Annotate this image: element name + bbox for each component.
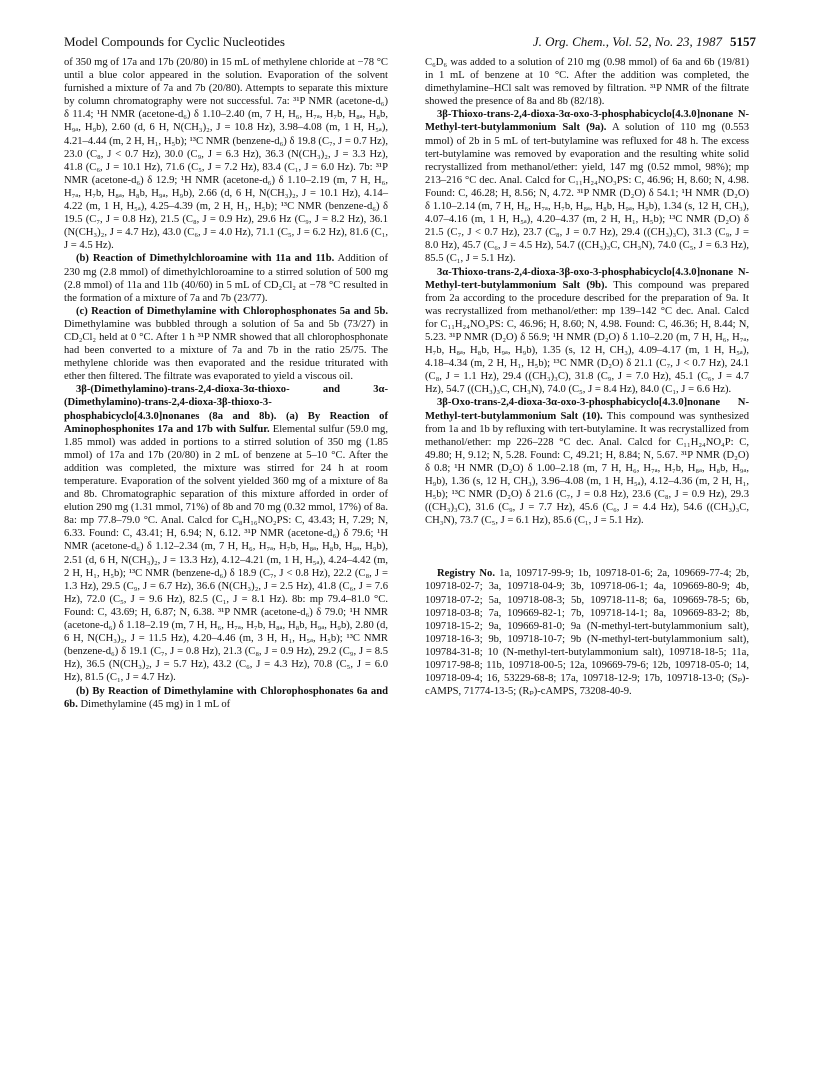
section-body: Addition of 230 mg (2.8 mmol) of dimethylchloroamine to a stirred solution of 500 mg (2.8 mmol) of 11a and 11b (40/60) in 5 mL of CD₂Cl₂ at −78 °C resulted in the formation of a mixture of 7a and 7b (23/77). <box>64 253 388 304</box>
running-head-journal <box>533 34 756 50</box>
paragraph-8a-8b-sulfur <box>64 383 388 684</box>
right-column <box>425 56 749 698</box>
registry-body: 1a, 109717-99-9; 1b, 109718-01-6; 2a, 109669-77-4; 2b, 109718-02-7; 3a, 109718-04-9; 3b, 109718-06-1; 4a, 109669-80-9; 4b, 109718-07-2; 5a, 109718-08-3; 5b, 109718-11-8; 6a, 109669-78-5; 6b, 109718-03-8; 7a, 109669-82-1; 7b, 109718-14-1; 8a, 109669-83-2; 8b, 109718-15-2; 9a, 109669-81-0; 9a (N-methyl-tert-butylammonium salt), 109718-16-3; 9b, 109718-10-7; 9b (N-methyl-tert-butylammonium salt), 109784-31-8; 10 (N-methyl-tert-butylammonium salt), 109718-18-5; 11a, 109717-98-8; 11b, 109718-00-5; 12a, 109669-79-6; 12b, 109718-05-0; 14, 109718-09-4; 16, 53229-68-8; 17a, 109718-12-9; 17b, 109718-13-0; (Sₚ)-cAMPS, 71774-13-5; (Rₚ)-cAMPS, 73208-40-9. <box>425 568 749 698</box>
section-heading: 3β-Oxo-trans-2,4-dioxa-3α-oxo-3-phosphabicyclo[4.3.0]nonane N-Methyl-tert-butylammonium Salt (10). <box>425 397 749 422</box>
section-body: Dimethylamine (45 mg) in 1 mL of <box>77 698 231 710</box>
page-number: 5157 <box>730 34 756 49</box>
paragraph-compound-9b <box>425 266 749 397</box>
paragraph-compound-9a <box>425 108 749 265</box>
paragraph-compound-10 <box>425 396 749 527</box>
registry-label: Registry No. <box>437 568 496 580</box>
section-heading: 3β-Thioxo-trans-2,4-dioxa-3α-oxo-3-phosphabicyclo[4.3.0]nonane N-Methyl-tert-butylammonium Salt (9a). <box>425 109 749 134</box>
section-heading: (b) By Reaction of Dimethylamine with Chlorophosphonates 6a and 6b. <box>64 685 388 710</box>
section-body: Dimethylamine was bubbled through a solution of 5a and 5b (73/27) in CD₂Cl₂ held at 0 °C. After 1 h ³¹P NMR showed that all chlorophosphonate had been converted to a mixture of 7a and 7b in the ratio 25/75. The methylene chloride was then evaporated and the residue triturated with ether then filtered. The filtrate was evaporated to yield a viscous oil. <box>64 318 388 383</box>
section-heading: (c) Reaction of Dimethylamine with Chlorophosphonates 5a and 5b. <box>76 305 388 317</box>
paragraph-dimethylamine-chlorophosphonates <box>64 305 388 384</box>
registry-numbers <box>425 567 749 698</box>
section-heading: 3β-(Dimethylamino)-trans-2,4-dioxa-3α-thioxo- and 3α-(Dimethylamino)-trans-2,4-dioxa-3β-thioxo-3-phosphabicyclo[4.3.0]nonanes (8a and 8b). (a) By Reaction of Aminophosphonites 17a and 17b with Sulfur. <box>64 384 388 435</box>
section-body: Elemental sulfur (59.0 mg, 1.85 mmol) was added in portions to a stirred solution of 350 mg (1.85 mmol) of 17a and 17b (20/80) in 2 mL of benzene at 5–10 °C. After the addition was completed, the mixture was stirred for 24 h at room temperature. Evaporation of the solvent yielded 360 mg of a mixture of 8a and 8b. Chromatographic separation of this mixture afforded in order of elution 290 mg (1.31 mmol, 71%) of 8b and 70 mg (0.32 mmol, 17%) of 8a. 8a: mp 77.8–79.0 °C. Anal. Calcd for C₈H₁₆NO₂PS: C, 43.43; H, 7.29; N, 6.33. Found: C, 43.41; H, 6.94; N, 6.12. ³¹P NMR (acetone-d₆) δ 79.6; ¹H NMR (acetone-d₆) δ 1.12–2.34 (m, 7 H, H₆, H₇ₐ, H₇b, H₈ₐ, H₈b, H₉ₐ, H₉b), 2.51 (d, 6 H, N(CH₃)₂, J = 13.3 Hz), 4.12–4.21 (m, 1 H, H₅ₐ), 4.24–4.42 (m, 2 H, H₁, H₅b); ¹³C NMR (benzene-d₆) δ 18.9 (C₇, J < 0.8 Hz), 22.2 (C₈, J = 1.3 Hz), 29.5 (C₉, J = 6.7 Hz), 36.6 (N(CH₃)₂, J = 2.5 Hz), 41.8 (C₆, J = 7.6 Hz), 72.0 (C₅, J = 9.6 Hz), 82.5 (C₁, J = 8.1 Hz). 8b: mp 79.4–81.0 °C. Found: C, 43.69; H, 6.87; N, 6.38. ³¹P NMR (acetone-d₆) δ 79.0; ¹H NMR (acetone-d₆) δ 1.18–2.19 (m, 7 H, H₆, H₇ₐ, H₇b, H₈ₐ, H₈b, H₉ₐ, H₉b), 2.80 (d, 6 H, N(CH₃)₂, J = 11.5 Hz), 4.20–4.46 (m, 3 H, H₁, H₅ₐ, H₅b); ¹³C NMR (benzene-d₆) δ 19.1 (C₇, J = 0.8 Hz), 21.3 (C₈, J = 0.9 Hz), 29.2 (C₉, J = 8.5 Hz), 36.5 (N(CH₃)₂, J = 5.7 Hz), 43.2 (C₆, J = 4.3 Hz), 70.8 (C₅, J = 6.0 Hz), 81.5 (C₁, J = 4.7 Hz). <box>64 423 388 684</box>
paragraph-continuation: C₆D₆ was added to a solution of 210 mg (0.98 mmol) of 6a and 6b (19/81) in 1 mL of benzene at 10 °C. After the addition was completed, the dimethylamine–HCl salt was removed by filtration. ³¹P NMR of the filtrate showed the presence of 8a and 8b (82/18). <box>425 57 749 108</box>
running-head <box>64 34 756 50</box>
section-body: A solution of 110 mg (0.553 mmol) of 2b in 5 mL of tert-butylamine was refluxed for 48 h. The excess tert-butylamine was removed by evaporation and the resulting white solid recrystallized from methanol/ether: yield, 147 mg (0.52 mmol, 98%); mp 213–216 °C dec. Anal. Calcd for C₁₁H₂₄NO₃PS: C, 46.96; H, 8.60; N, 4.98. Found: C, 46.28; H, 8.56; N, 4.72. ³¹P NMR (D₂O) δ 54.1; ¹H NMR (D₂O) δ 1.10–2.14 (m, 7 H, H₆, H₇ₐ, H₇b, H₈ₐ, H₈b, H₉ₐ, H₉b), 1.34 (s, 12 H, CH₃), 4.07–4.16 (m, 1 H, H₅ₐ), 4.20–4.37 (m, 2 H, H₁, H₅b); ¹³C NMR (D₂O) δ 21.5 (C₇, J < 0.7 Hz), 23.7 (C₈, J = 0.7 Hz), 29.4 ((CH₃)₃C), 31.3 (C₉, J = 8.0 Hz), 45.7 (C₆, J = 4.5 Hz), 54.7 ((CH₃)₃C, CH₃N), 74.0 (C₅, J = 6.3 Hz), 85.5 (C₁, J = 5.1 Hz). <box>425 122 749 265</box>
paragraph-7a-7b-data: of 350 mg of 17a and 17b (20/80) in 15 mL of methylene chloride at −78 °C until a blue color appeared in the solution. Evaporation of the solvent furnished a mixture of 7a and 7b (20/80). Attempts to separate this mixture by column chromatography were not successful. 7a: ³¹P NMR (acetone-d₆) δ 11.4; ¹H NMR (acetone-d₆) δ 1.10–2.40 (m, 7 H, H₆, H₇ₐ, H₇b, H₈ₐ, H₈b, H₉ₐ, H₉b), 2.60 (d, 6 H, N(CH₃)₂, J = 10.8 Hz), 3.98–4.08 (m, 1 H, H₅ₐ), 4.21–4.44 (m, 2 H, H₁, H₅b); ¹³C NMR (benzene-d₆) δ 19.8 (C₇, J = 0.7 Hz), 23.0 (C₈, J < 0.7 Hz), 30.0 (C₉, J = 6.3 Hz), 36.3 (N(CH₃)₂, J = 3.3 Hz), 41.8 (C₆, J = 10.1 Hz), 71.6 (C₅, J = 7.2 Hz), 83.4 (C₁, J = 6.0 Hz). 7b: ³¹P NMR (acetone-d₆) δ 12.9; ¹H NMR (acetone-d₆) δ 1.10–2.19 (m, 7 H, H₆, H₇ₐ, H₇b, H₈ₐ, H₈b, H₉ₐ, H₉b), 2.66 (d, 6 H, N(CH₃)₂, J = 10.1 Hz), 4.14–4.22 (m, 1 H, H₅ₐ), 4.25–4.39 (m, 2 H, H₁, H₅b); ¹³C NMR (benzene-d₆) δ 19.5 (C₇, J = 0.8 Hz), 21.5 (C₈, J = 0.9 Hz), 29.6 Hz (C₉, J = 8.2 Hz), 36.1 (N(CH₃)₂, J = 4.7 Hz), 43.0 (C₆, J = 4.0 Hz), 71.1 (C₅, J = 6.2 Hz), 81.6 (C₁, J = 4.5 Hz). <box>64 57 388 252</box>
section-body: This compound was synthesized from 1a and 1b by refluxing with tert-butylamine. It was recrystallized from methanol/ether: mp 226–228 °C dec. Anal. Calcd for C₁₁H₂₄NO₄P: C, 49.80; H, 9.12; N, 5.28. Found: C, 49.21; H, 8.84; N, 5.67. ³¹P NMR (D₂O) δ 0.8; ¹H NMR (D₂O) δ 1.00–2.18 (m, 7 H, H₆, H₇ₐ, H₇b, H₈ₐ, H₈b, H₉ₐ, H₉b), 1.36 (s, 12 H, CH₃), 3.96–4.08 (m, 1 H, H₅ₐ), 4.12–4.36 (m, 2 H, H₁, H₅b); ¹³C NMR (D₂O) δ 21.6 (C₇, J = 0.8 Hz), 23.6 (C₈, J = 0.9 Hz), 29.3 ((CH₃)₃C), 31.6 (C₉, J = 7.7 Hz), 45.6 (C₆, J = 4.4 Hz), 54.6 ((CH₃)₃C, CH₃N), 73.7 (C₅, J = 6.1 Hz), 85.6 (C₁, J = 5.1 Hz). <box>425 410 749 527</box>
left-column <box>64 56 388 711</box>
section-heading: 3α-Thioxo-trans-2,4-dioxa-3β-oxo-3-phosphabicyclo[4.3.0]nonane N-Methyl-tert-butylammonium Salt (9b). <box>425 266 749 291</box>
journal-citation: J. Org. Chem., Vol. 52, No. 23, 1987 <box>532 34 722 49</box>
paragraph-dimethylchloroamine <box>64 252 388 304</box>
running-head-title: Model Compounds for Cyclic Nucleotides <box>64 34 285 49</box>
section-body: This compound was prepared from 2a according to the procedure described for the preparation of 9a. It was recrystallized from methanol/ether: mp 139–142 °C dec. Anal. Calcd for C₁₁H₂₄NO₃PS: C, 46.96; H, 8.60; N, 4.98. Found: C, 46.36; H, 8.44; N, 5.23. ³¹P NMR (D₂O) δ 56.9; ¹H NMR (D₂O) δ 1.10–2.20 (m, 7 H, H₆, H₇ₐ, H₇b, H₈ₐ, H₈b, H₉ₐ, H₉b), 1.35 (s, 12 H, CH₃), 4.09–4.17 (m, 1 H, H₅ₐ), 4.18–4.34 (m, 2 H, H₁, H₅b); ¹³C NMR (D₂O) δ 21.1 (C₇, J < 0.7 Hz), 24.1 (C₈, J = 1.1 Hz), 29.4 ((CH₃)₃C), 31.8 (C₉, J = 7.0 Hz), 45.1 (C₆, J = 4.7 Hz), 54.7 ((CH₃)₃C, CH₃N), 74.0 (C₅, J = 8.4 Hz), 84.0 (C₁, J = 6.6 Hz). <box>425 279 749 396</box>
section-heading: (b) Reaction of Dimethylchloroamine with 11a and 11b. <box>76 253 335 265</box>
paragraph-8a-8b-dimethylamine <box>64 685 388 711</box>
